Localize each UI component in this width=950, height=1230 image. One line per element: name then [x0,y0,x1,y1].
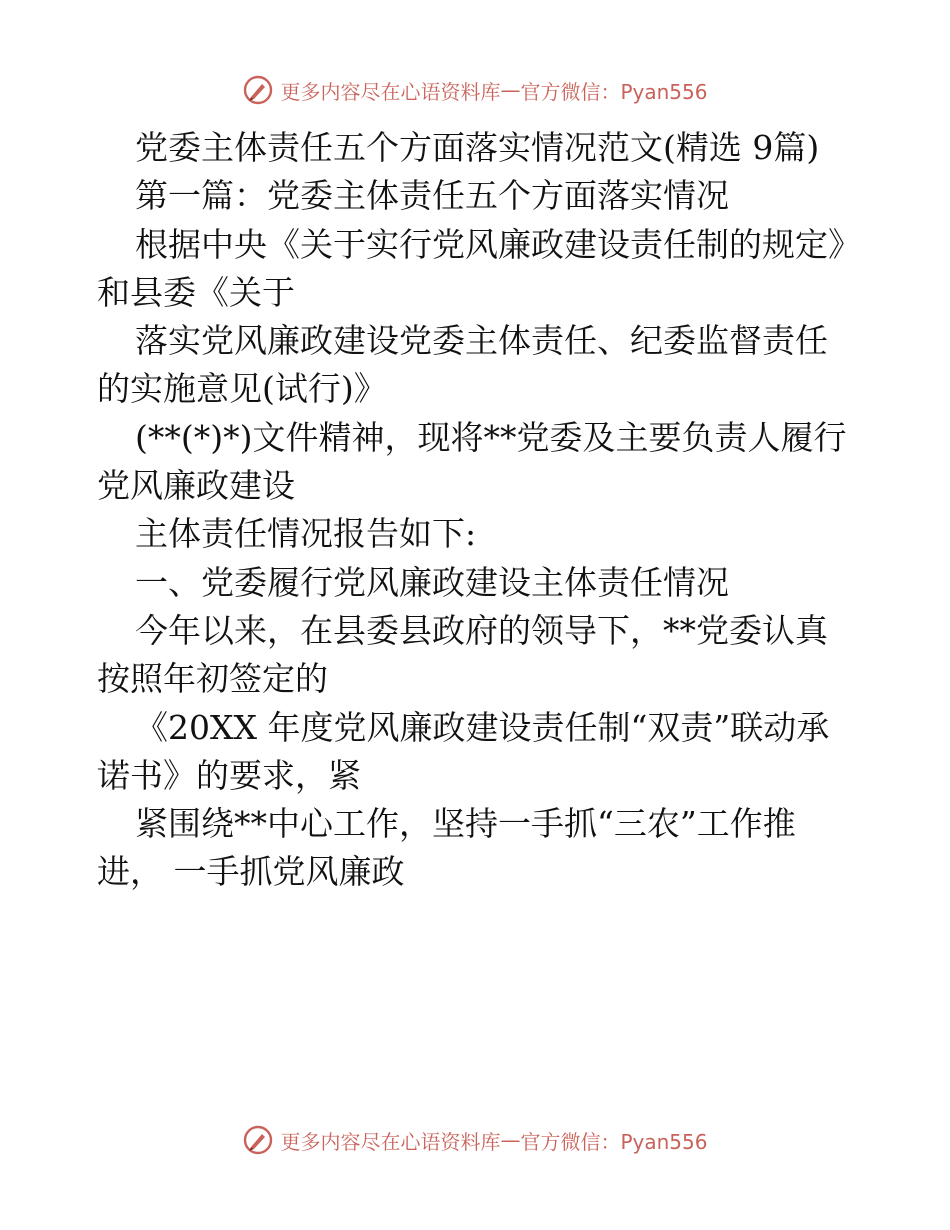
watermark-text: 更多内容尽在心语资料库 [280,1129,501,1154]
watermark-text: 更多内容尽在心语资料库 [280,79,501,104]
chapter-heading: 第一篇：党委主体责任五个方面落实情况 [135,176,729,216]
paragraph: 根据中央《关于实行党风廉政建设责任制的规定》和县委《关于 [97,224,845,312]
watermark-wechat: 官方微信：Pyan556 [520,1129,708,1154]
document-title: 党委主体责任五个方面落实情况范文(精选 9篇) [135,128,820,167]
watermark-dash: — [500,78,521,102]
pen-logo-icon [242,74,274,106]
footer-watermark [0,1122,950,1158]
header-watermark [0,72,950,108]
paragraph: 紧围绕**中心工作，坚持一手抓“三农”工作推进， 一手抓党风廉政 [97,804,796,892]
paragraph: 《20XX 年度党风廉政建设责任制“双责”联动承诺书》的要求，紧 [97,707,830,795]
watermark-dash: — [500,1128,521,1152]
pen-logo-icon [242,1124,274,1156]
watermark-wechat: 官方微信：Pyan556 [520,79,708,104]
paragraph: 今年以来，在县委县政府的领导下，**党委认真按照年初签定的 [97,610,828,699]
document-body [97,124,857,897]
section-heading: 一、党委履行党风廉政建设主体责任情况 [135,562,729,602]
paragraph: (**(*)*)文件精神，现将**党委及主要负责人履行党风廉政建设 [97,417,847,506]
paragraph: 主体责任情况报告如下: [135,514,477,554]
paragraph: 落实党风廉政建设党委主体责任、纪委监督责任的实施意见(试行)》 [97,321,828,409]
